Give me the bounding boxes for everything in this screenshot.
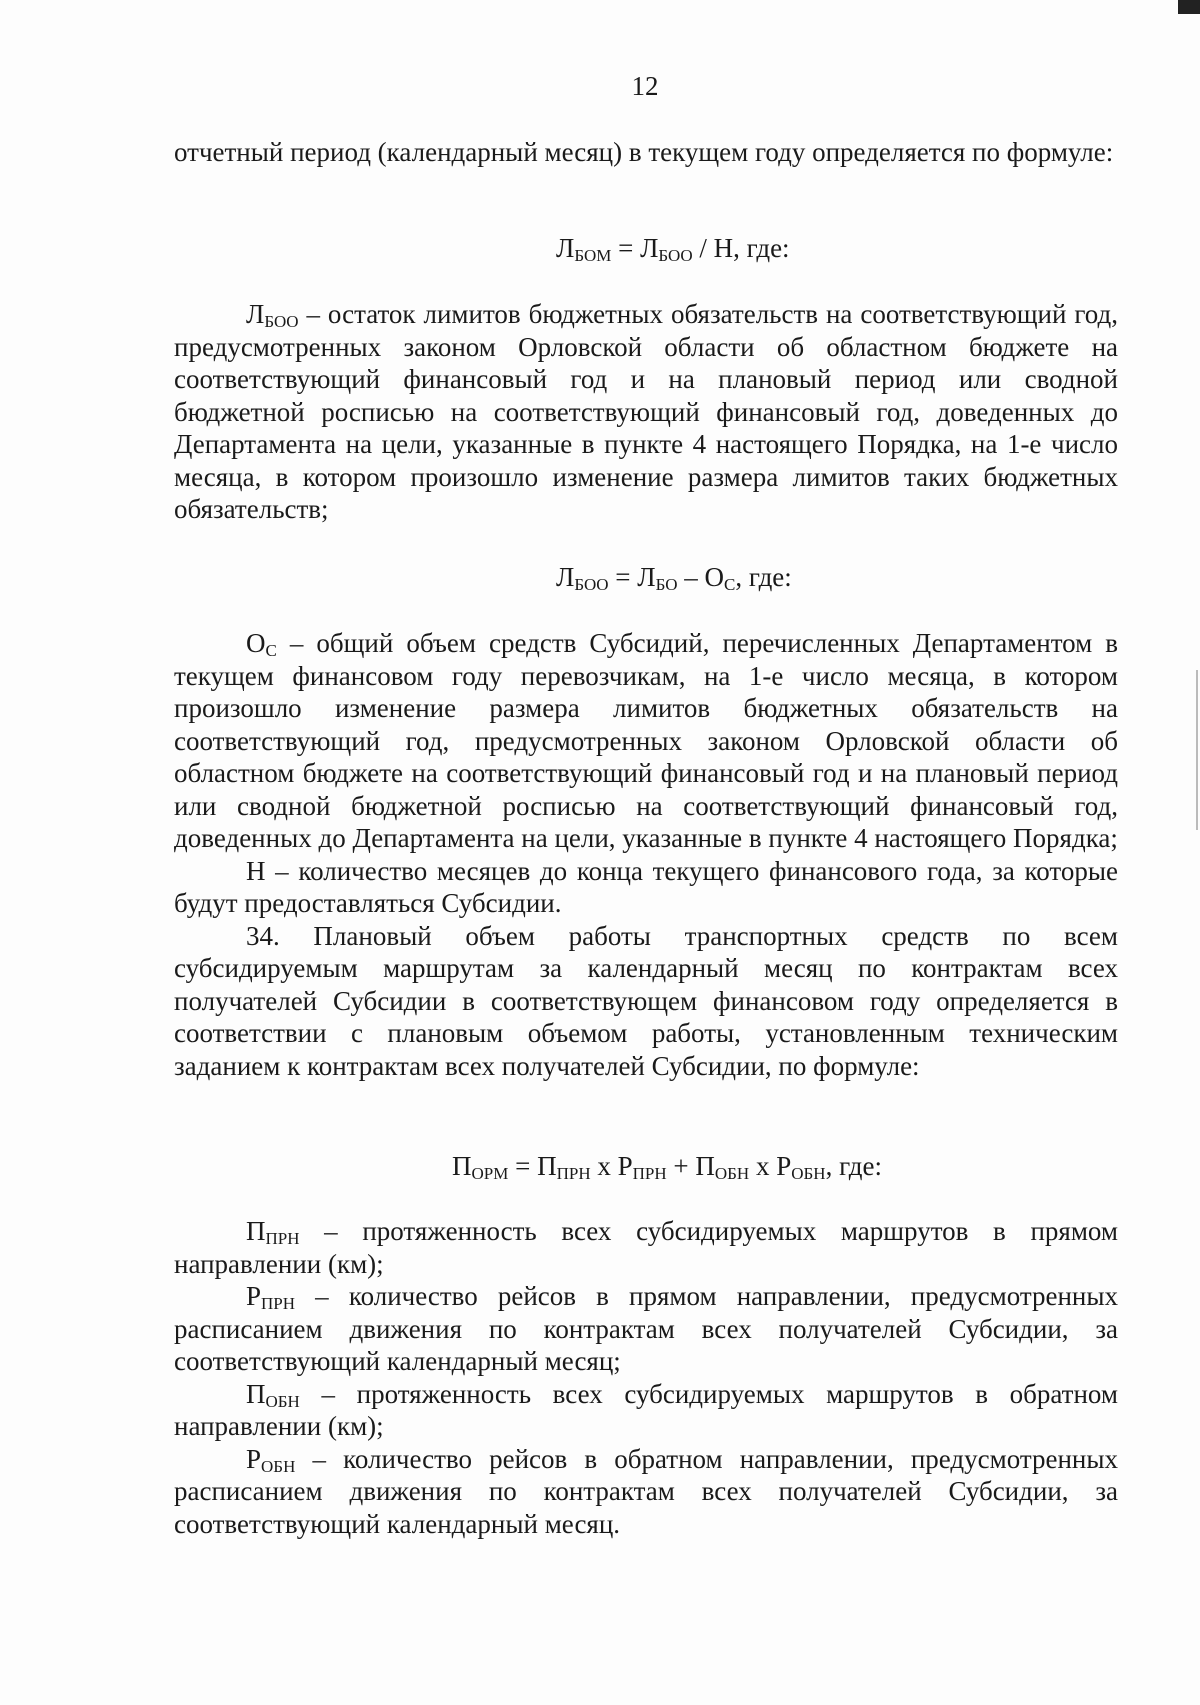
definition-n: Н – количество месяцев до конца текущего финансового года, за которые будут предоставляться Субсидии. bbox=[174, 855, 1118, 918]
definition-robn: $Р_{ОБН}$ – количество рейсов в обратном направлении, предусмотренных расписанием движения по контрактам всех получателей Субсидии, за соответствующий календарный месяц. bbox=[174, 1443, 1118, 1539]
definition-pobn: $П_{ОБН}$ – протяженность всех субсидируемых маршрутов в обратном направлении (км); bbox=[174, 1378, 1118, 1441]
definition-lboo-block bbox=[174, 298, 1118, 526]
definition-os: $О_С$ – общий объем средств Субсидий, перечисленных Департаментом в текущем финансовом году перевозчикам, на 1-е число месяца, в котором произошло изменение размера лимитов бюджетных обязательств на соответствующий год, предусмотренных законом Орловской области об областном бюджете на соответствующий финансовый год и на плановый период или сводной бюджетной росписью на соответствующий финансовый год, доведенных до Департамента на цели, указанные в пункте 4 настоящего Порядка; bbox=[174, 628, 1118, 853]
definition-rprn: $Р_{ПРН}$ – количество рейсов в прямом направлении, предусмотренных расписанием движения по контрактам всех получателей Субсидии, за соответствующий календарный месяц; bbox=[174, 1281, 1118, 1376]
formula-lbom: $Л_{БОМ} = Л_{БОО} / Н$, где: bbox=[556, 233, 790, 265]
formula-porm: $П_{ОРМ} = П_{ПРН}$ х $Р_{ПРН} + П_{ОБН}$ х $Р_{ОБН}$, где: bbox=[452, 1151, 883, 1183]
scan-edge-line bbox=[1196, 670, 1198, 830]
definition-pprn: $П_{ПРН}$ – протяженность всех субсидируемых маршрутов в прямом направлении (км); bbox=[174, 1216, 1118, 1279]
formula-lboo: $Л_{БОО} = Л_{БО} - О_С$, где: bbox=[556, 562, 792, 594]
paragraph-34: 34. Плановый объем работы транспортных средств по всем субсидируемым маршрутам за календарный месяц по контрактам всех получателей Субсидии в соответствующем финансовом году определяется в соответствии с плановым объемом работы, установленным техническим заданием к контрактам всех получателей Субсидии, по формуле: bbox=[174, 920, 1118, 1081]
definitions-block bbox=[174, 627, 1118, 1082]
intro-paragraph: отчетный период (календарный месяц) в текущем году определяется по формуле: bbox=[174, 137, 1114, 167]
page-number: 12 bbox=[631, 71, 659, 101]
scan-edge-mark bbox=[1178, 0, 1200, 14]
definition-lboo: $Л_{БОО}$ – остаток лимитов бюджетных обязательств на соответствующий год, предусмотренных законом Орловской области об областном бюджете на соответствующий финансовый год и на плановый период или сводной бюджетной росписью на соответствующий финансовый год, доведенных до Департамента на цели, указанные в пункте 4 настоящего Порядка, на 1-е число месяца, в котором произошло изменение размера лимитов таких бюджетных обязательств; bbox=[174, 299, 1118, 524]
formula3-definitions-block bbox=[174, 1215, 1118, 1540]
intro-paragraph-block bbox=[174, 136, 1118, 169]
